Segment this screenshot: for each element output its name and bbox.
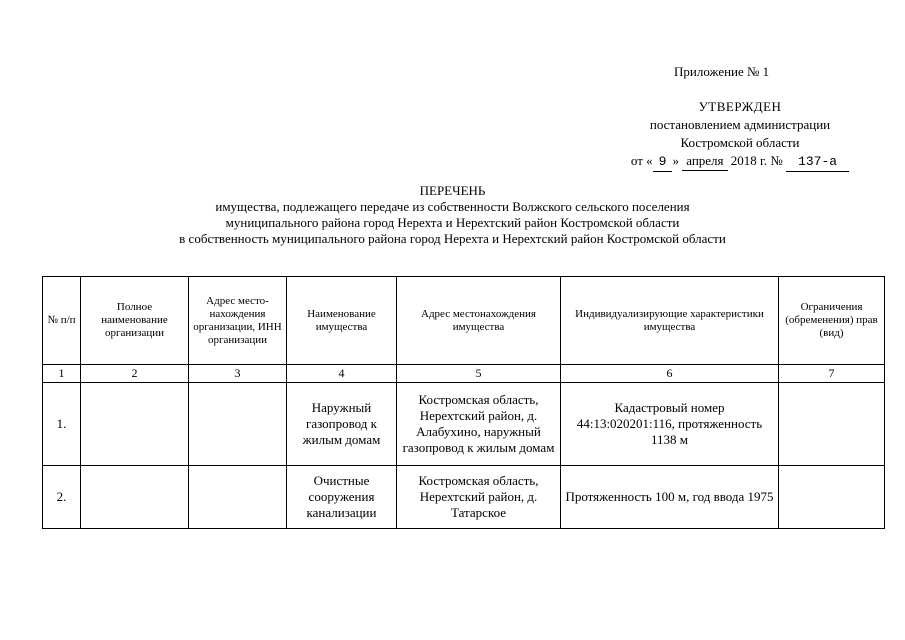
row-name: Наружный газопровод к жилым домам bbox=[287, 383, 397, 466]
row-num: 1. bbox=[43, 383, 81, 466]
decree-date-line bbox=[598, 152, 882, 172]
title-heading: ПЕРЕЧЕНЬ bbox=[419, 183, 486, 198]
decree-number: 137-а bbox=[786, 153, 849, 172]
table-row bbox=[43, 466, 885, 529]
column-number: 1 bbox=[43, 365, 81, 383]
table-row bbox=[43, 383, 885, 466]
column-number: 3 bbox=[189, 365, 287, 383]
row-address: Костромская область, Нерехтский район, д. Татарское bbox=[397, 466, 561, 529]
decree-month: апреля bbox=[682, 152, 727, 171]
table-header-row bbox=[43, 277, 885, 365]
approval-line-1: постановлением администрации bbox=[649, 117, 831, 132]
approval-block bbox=[598, 98, 882, 172]
row-restrictions bbox=[779, 466, 885, 529]
header-num: № п/п bbox=[43, 277, 81, 365]
column-number: 2 bbox=[81, 365, 189, 383]
document-title bbox=[40, 183, 865, 247]
row-org-address bbox=[189, 466, 287, 529]
header-org-address: Адрес место-нахождения организации, ИНН организации bbox=[189, 277, 287, 365]
column-number-row bbox=[43, 365, 885, 383]
row-num: 2. bbox=[43, 466, 81, 529]
row-org bbox=[81, 383, 189, 466]
title-line-2: муниципального района город Нерехта и Нерехтский район Костромской области bbox=[225, 215, 680, 230]
header-characteristics: Индивидуализирующие характеристики имущества bbox=[561, 277, 779, 365]
header-address: Адрес местонахождения имущества bbox=[397, 277, 561, 365]
column-number: 7 bbox=[779, 365, 885, 383]
row-address: Костромская область, Нерехтский район, д. Алабухино, наружный газопровод к жилым домам bbox=[397, 383, 561, 466]
approval-line-2: Костромской области bbox=[680, 135, 800, 150]
property-table bbox=[42, 276, 885, 529]
column-number: 6 bbox=[561, 365, 779, 383]
column-number: 5 bbox=[397, 365, 561, 383]
title-line-1: имущества, подлежащего передаче из собственности Волжского сельского поселения bbox=[215, 199, 690, 214]
appendix-label: Приложение № 1 bbox=[674, 64, 770, 79]
decree-quote-close: » bbox=[672, 153, 679, 168]
header-org: Полное наименование организации bbox=[81, 277, 189, 365]
row-org bbox=[81, 466, 189, 529]
row-characteristics: Кадастровый номер 44:13:020201:116, протяженность 1138 м bbox=[561, 383, 779, 466]
column-number: 4 bbox=[287, 365, 397, 383]
row-name: Очистные сооружения канализации bbox=[287, 466, 397, 529]
row-org-address bbox=[189, 383, 287, 466]
decree-day: 9 bbox=[653, 153, 673, 172]
header-name: Наименование имущества bbox=[287, 277, 397, 365]
title-line-3: в собственность муниципального района город Нерехта и Нерехтский район Костромской области bbox=[179, 231, 726, 246]
decree-prefix: от « bbox=[630, 153, 653, 168]
decree-year: 2018 г. № bbox=[730, 153, 783, 168]
row-restrictions bbox=[779, 383, 885, 466]
header-restrictions: Ограничения (обременения) прав (вид) bbox=[779, 277, 885, 365]
row-characteristics: Протяженность 100 м, год ввода 1975 bbox=[561, 466, 779, 529]
approval-title: УТВЕРЖДЕН bbox=[698, 99, 782, 114]
